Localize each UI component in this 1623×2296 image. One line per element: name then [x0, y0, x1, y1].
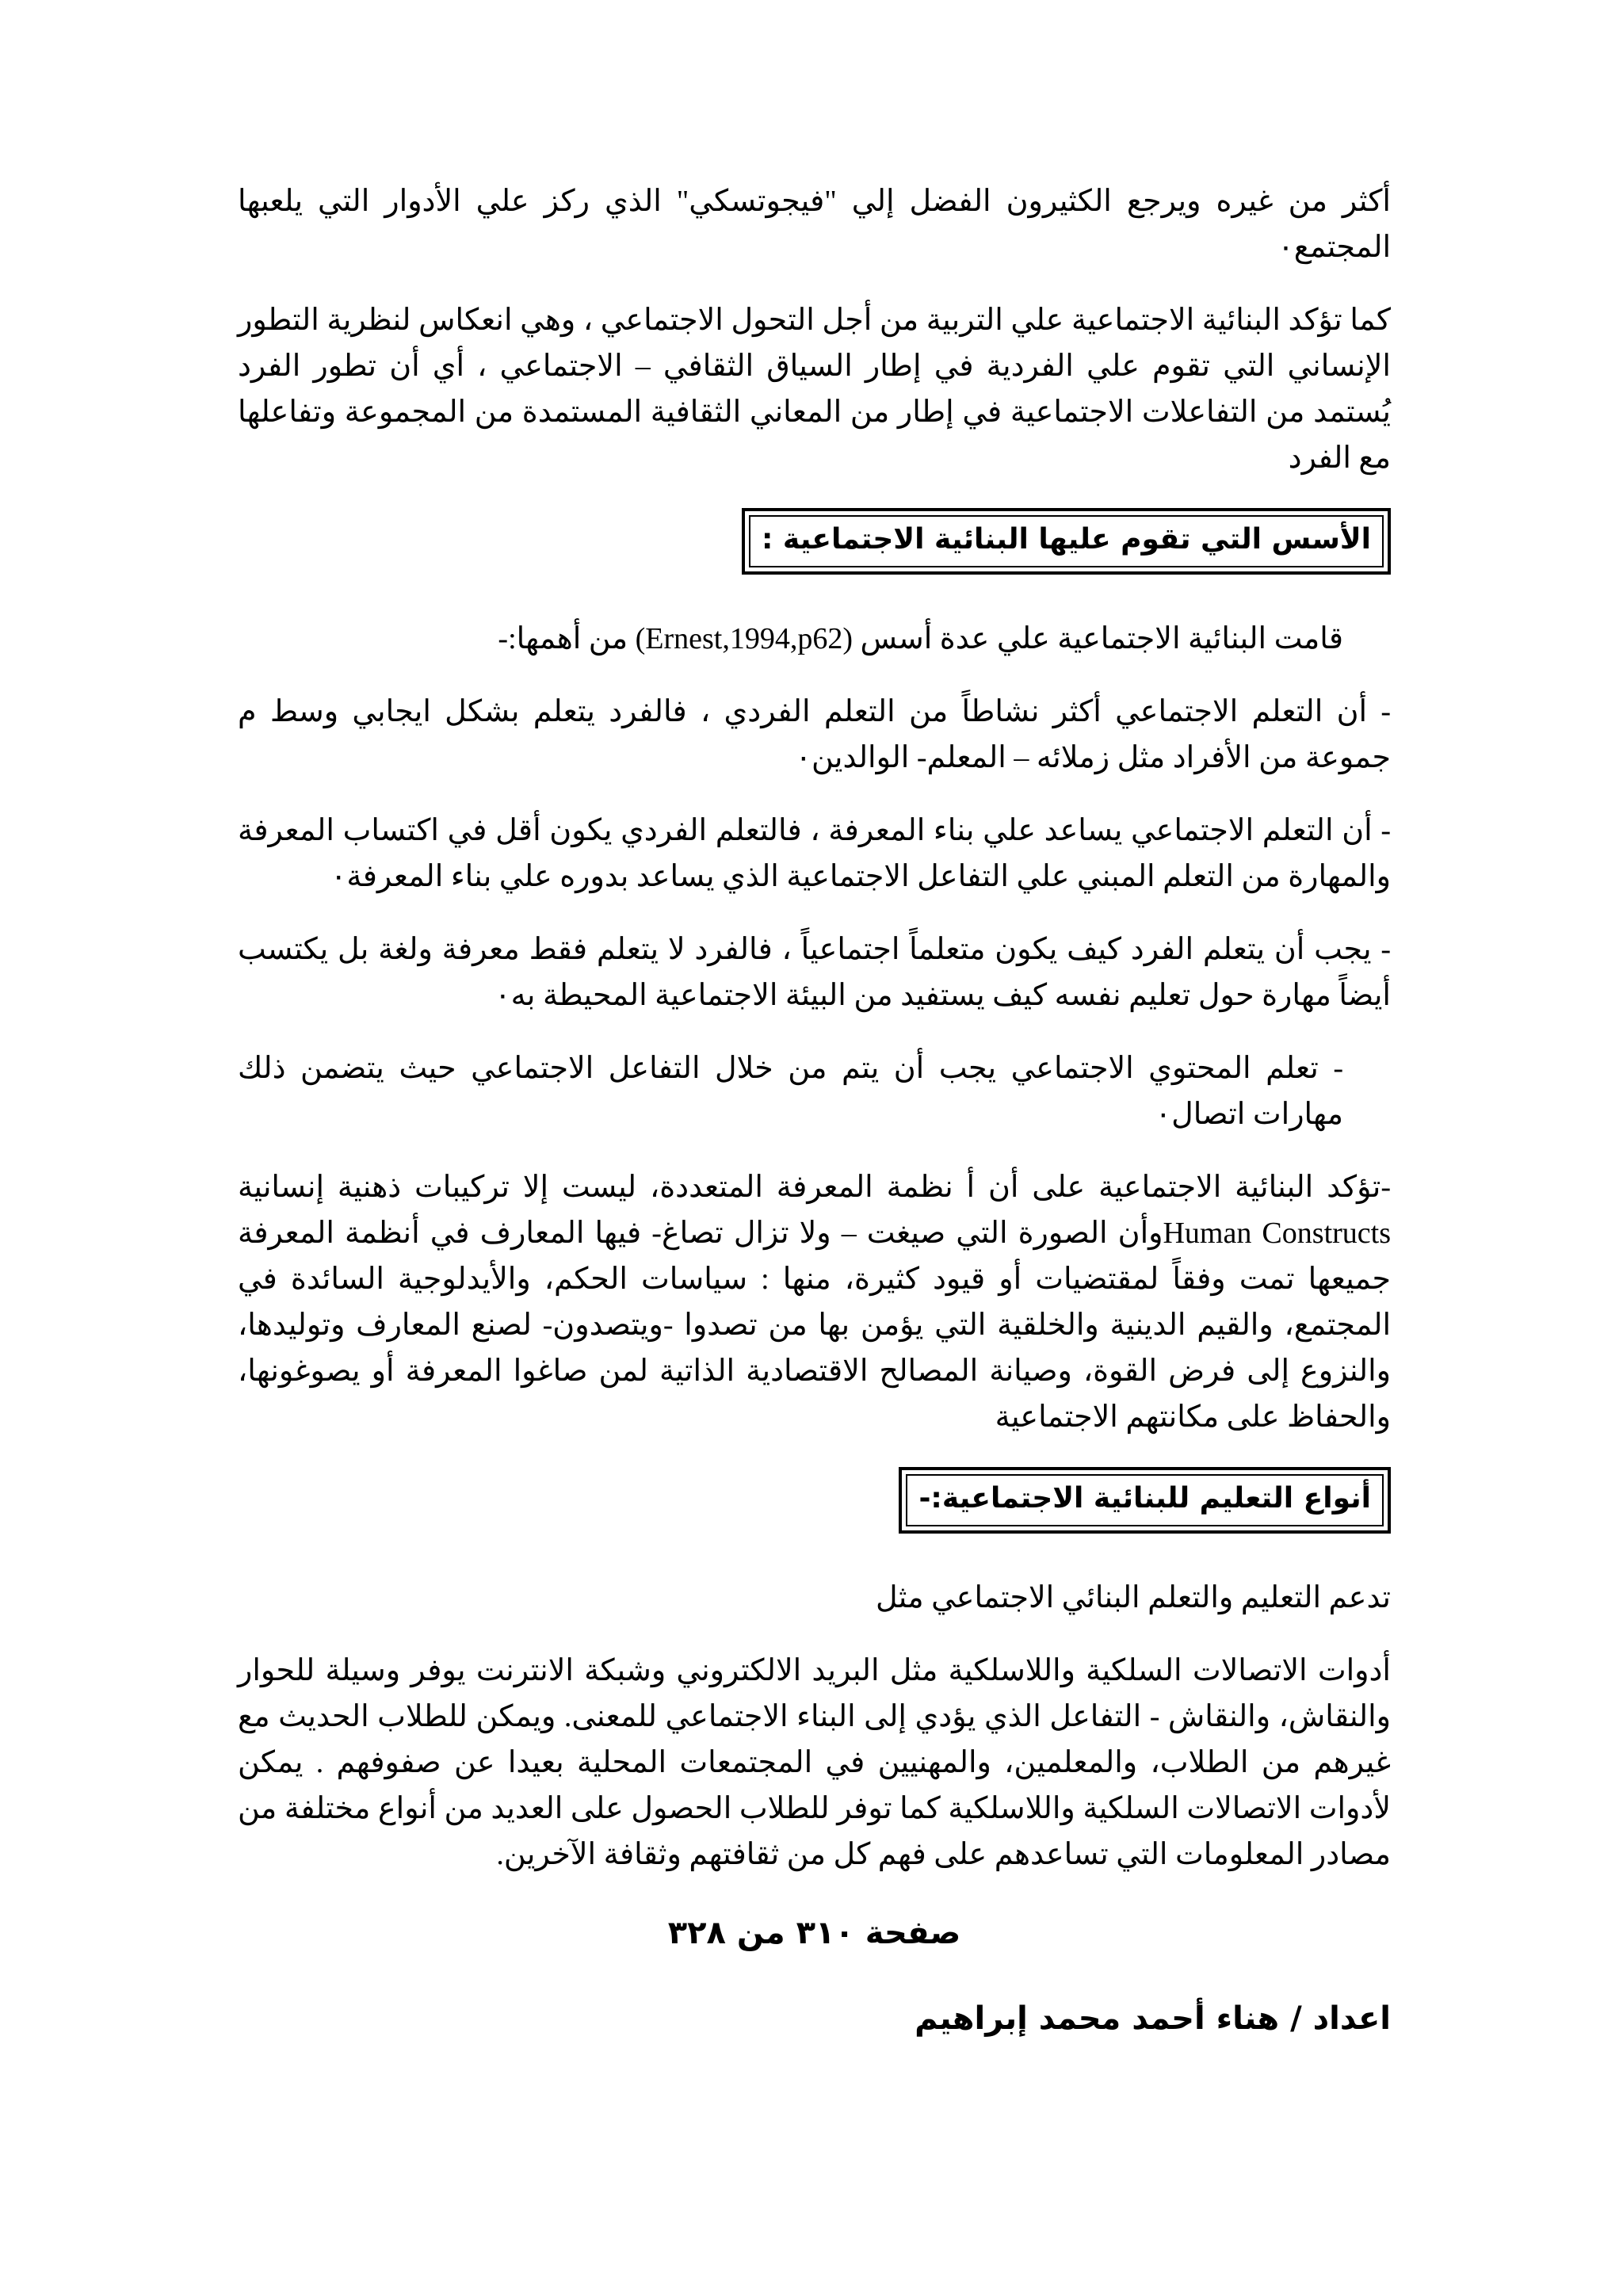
page-number: صفحة ٣١٠ من ٣٢٨ — [667, 1915, 961, 1951]
types-intro: تدعم التعليم والتعلم البنائي الاجتماعي مثل — [876, 1581, 1391, 1614]
types-paragraph: أدوات الاتصالات السلكية واللاسلكية مثل البريد الالكتروني وشبكة الانترنت يوفر وسيلة للحوار والنقاش، والنقاش - التفاعل الذي يؤدي إلى البناء الاجتماعي للمعنى. ويمكن للطلاب الحديث مع غيرهم من الطلاب، والمعلمين، والمهنيين في المجتمعات المحلية بعيدا عن صفوفهم . يمكن لأدوات الاتصالات السلكية واللاسلكية كما توفر للطلاب الحصول على العديد من أنواع مختلفة من مصادر المعلومات التي تساعدهم على فهم كل من ثقافتهم وثقافة الآخرين. — [238, 1654, 1391, 1871]
author-credit: اعداد / هناء أحمد محمد إبراهيم — [915, 2000, 1391, 2037]
intro-paragraph-2: كما تؤكد البنائية الاجتماعية علي التربية من أجل التحول الاجتماعي ، وهي انعكاس لنظرية التطور الإنساني التي تقوم علي الفردية في إطار السياق الثقافي – الاجتماعي ، أي أن تطور الفرد يُستمد من التفاعلات الاجتماعية في إطار من المعاني الثقافية المستمدة من المجموعة وتفاعلها مع الفرد — [238, 304, 1391, 475]
foundations-heading: الأسس التي تقوم عليها البنائية الاجتماعية : — [749, 515, 1384, 567]
types-heading: أنواع التعليم للبنائية الاجتماعية:- — [906, 1474, 1384, 1526]
foundation-item-5: -تؤكد البنائية الاجتماعية على أن أ نظمة المعرفة المتعددة، ليست إلا تركيبات ذهنية إنسانية Human Constructsوأن الصورة التي صيغت – ولا تزال تصاغ- فيها المعارف في أنظمة المعرفة جميعها تمت وفقاً لمقتضيات أو قيود كثيرة، منها : سياسات الحكم، والأيدلوجية السائدة في المجتمع، والقيم الدينية والخلقية التي يؤمن بها من تصدوا -ويتصدون- لصنع المعارف وتوليدها، والنزوع إلى فرض القوة، وصيانة المصالح الاقتصادية الذاتية لمن صاغوا المعرفة أو يصوغونها، والحفاظ على مكانتهم الاجتماعية — [238, 1171, 1391, 1434]
foundation-item-1: - أن التعلم الاجتماعي أكثر نشاطاً من التعلم الفردي ، فالفرد يتعلم بشكل ايجابي وسط م جموعة من الأفراد مثل زملائه – المعلم- الوالدين٠ — [238, 695, 1391, 774]
foundations-heading-frame — [742, 508, 1391, 575]
foundation-item-2: - أن التعلم الاجتماعي يساعد علي بناء المعرفة ، فالتعلم الفردي يكون أقل في اكتساب المعرفة والمهارة من التعلم المبني علي التفاعل الاجتماعية الذي يساعد بدوره علي بناء المعرفة٠ — [238, 814, 1391, 893]
document-page — [238, 178, 1391, 2042]
foundation-item-4: - تعلم المحتوي الاجتماعي يجب أن يتم من خلال التفاعل الاجتماعي حيث يتضمن ذلك مهارات اتصال٠ — [238, 1052, 1343, 1131]
types-heading-wrap — [238, 1467, 1391, 1534]
foundations-intro: قامت البنائية الاجتماعية علي عدة أسس (Ernest,1994,p62) من أهمها:- — [498, 622, 1343, 655]
types-heading-frame — [899, 1467, 1391, 1534]
foundation-item-3: - يجب أن يتعلم الفرد كيف يكون متعلماً اجتماعياً ، فالفرد لا يتعلم فقط معرفة ولغة بل يكتسب أيضاً مهارة حول تعليم نفسه كيف يستفيد من البيئة الاجتماعية المحيطة به٠ — [238, 933, 1391, 1012]
foundations-heading-wrap — [238, 508, 1391, 575]
intro-paragraph-1: أكثر من غيره ويرجع الكثيرون الفضل إلي "فيجوتسكي" الذي ركز علي الأدوار التي يلعبها المجتمع٠ — [238, 185, 1391, 264]
